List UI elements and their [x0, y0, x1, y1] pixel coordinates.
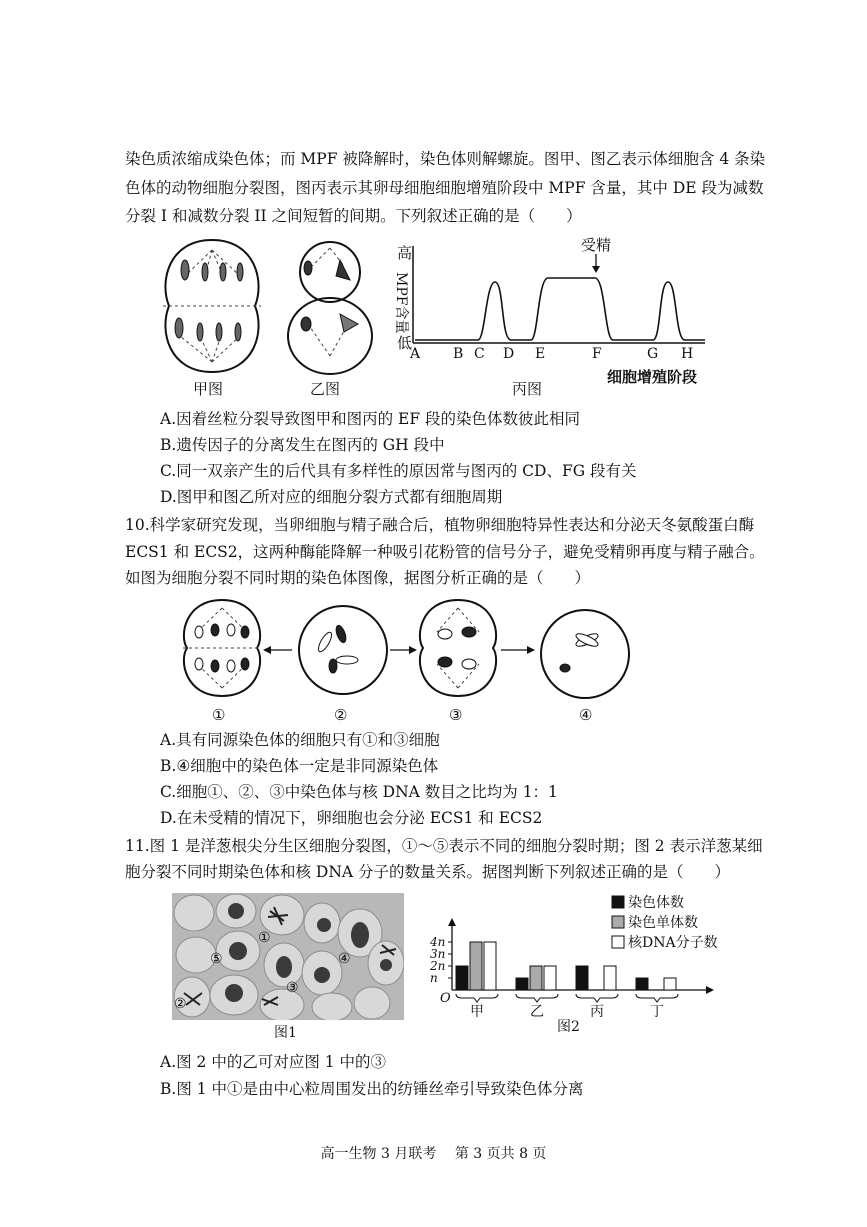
x-tick-e: E	[535, 346, 546, 362]
bar	[484, 942, 496, 990]
y-tick-label: 2n	[430, 959, 446, 973]
x-tick-g: G	[647, 346, 659, 362]
x-axis-label: 细胞增殖阶段	[607, 368, 698, 386]
photo-label-2: ②	[174, 996, 187, 1012]
q9-option-d: D.图甲和图乙所对应的细胞分裂方式都有细胞周期	[160, 488, 503, 506]
category-brace	[456, 994, 498, 1002]
category-brace	[516, 994, 558, 1002]
x-tick-b: B	[453, 346, 464, 362]
q9-option-b: B.遗传因子的分离发生在图丙的 GH 段中	[160, 436, 445, 454]
category-label: 丁	[650, 1004, 664, 1020]
legend-swatch	[612, 916, 624, 928]
y-axis-label: MPF含量	[393, 272, 409, 334]
mpf-line-chart	[383, 232, 728, 392]
q10-label-4: ④	[579, 706, 593, 724]
bar-origin-label: O	[440, 991, 451, 1006]
x-tick-h: H	[681, 346, 694, 362]
mpf-curve	[415, 278, 705, 340]
q11-option-a: A.图 2 中的乙可对应图 1 中的③	[160, 1053, 387, 1071]
q10-cell-diagram	[175, 598, 635, 703]
fertilization-arrowhead	[592, 266, 600, 273]
photo-label-4: ④	[338, 951, 351, 967]
photo-label-3: ③	[286, 980, 299, 996]
legend-swatch	[612, 936, 624, 948]
q10-line-3: 如图为细胞分裂不同时期的染色体图像，据图分析正确的是（ ）	[125, 569, 591, 587]
bar	[576, 966, 588, 990]
q10-label-2: ②	[334, 706, 348, 724]
bar	[456, 966, 468, 990]
cell-yi-diagram	[278, 236, 378, 376]
q9-line-2: 色体的动物细胞分裂图，图丙表示其卵母细胞细胞增殖阶段中 MPF 含量，其中 DE 段为减数	[125, 179, 764, 197]
bar	[664, 978, 676, 990]
q10-option-d: D.在未受精的情况下，卵细胞也会分泌 ECS1 和 ECS2	[160, 809, 543, 827]
legend-label: 染色单体数	[628, 915, 698, 931]
q10-line-2: ECS1 和 ECS2，这两种酶能降解一种吸引花粉管的信号分子，避免受精卵再度与精子融合。	[125, 543, 765, 561]
page-footer: 高一生物 3 月联考 第 3 页共 8 页	[320, 1146, 547, 1162]
x-tick-f: F	[592, 346, 602, 362]
bar	[530, 966, 542, 990]
bar-x-arrowhead	[706, 986, 714, 994]
q9-line-3: 分裂 I 和减数分裂 II 之间短暂的间期。下列叙述正确的是（ ）	[125, 207, 582, 225]
category-label: 乙	[530, 1004, 544, 1020]
category-label: 甲	[470, 1004, 484, 1020]
q9-line-1: 染色质浓缩成染色体；而 MPF 被降解时，染色体则解螺旋。图甲、图乙表示体细胞含 4 条染	[125, 150, 766, 168]
x-tick-c: C	[474, 346, 485, 362]
bar	[470, 942, 482, 990]
category-brace	[636, 994, 678, 1002]
q10-option-a: A.具有同源染色体的细胞只有①和③细胞	[160, 731, 440, 749]
bar	[544, 966, 556, 990]
bar	[516, 978, 528, 990]
y-tick-label: 3n	[430, 947, 446, 961]
y-high-label: 高	[397, 244, 413, 262]
fig1-caption: 图1	[274, 1025, 297, 1041]
q10-option-b: B.④细胞中的染色体一定是非同源染色体	[160, 757, 439, 775]
q9-option-a: A.因着丝粒分裂导致图甲和图丙的 EF 段的染色体数彼此相同	[160, 410, 581, 428]
x-tick-a: A	[410, 346, 421, 362]
category-label: 丙	[590, 1004, 604, 1020]
photo-label-5: ⑤	[210, 951, 223, 967]
q11-line-1: 11.图 1 是洋葱根尖分生区细胞分裂图，①～⑤表示不同的细胞分裂时期；图 2 表示洋葱某细	[125, 837, 763, 855]
legend-label: 核DNA分子数	[628, 935, 718, 951]
q9-option-c: C.同一双亲产生的后代具有多样性的原因常与图丙的 CD、FG 段有关	[160, 462, 637, 480]
category-brace	[576, 994, 618, 1002]
fig-yi-caption: 乙图	[310, 380, 341, 398]
legend-label: 染色体数	[628, 895, 684, 911]
fig-bing-caption: 丙图	[512, 380, 543, 398]
y-tick-label: n	[430, 971, 438, 985]
q10-label-1: ①	[212, 706, 226, 724]
q10-line-1: 10.科学家研究发现，当卵细胞与精子融合后，植物卵细胞特异性表达和分泌天冬氨酸蛋白酶	[125, 516, 755, 534]
fig2-caption: 图2	[557, 1019, 580, 1035]
q10-label-3: ③	[449, 706, 463, 724]
fig-jia-caption: 甲图	[193, 380, 224, 398]
q11-line-2: 胞分裂不同时期染色体和核 DNA 分子的数量关系。据图判断下列叙述正确的是（ ）	[125, 863, 731, 881]
bar-y-arrowhead	[448, 918, 456, 926]
bar	[636, 978, 648, 990]
legend-swatch	[612, 896, 624, 908]
q11-option-b: B.图 1 中①是由中心粒周围发出的纺锤丝牵引导致染色体分离	[160, 1080, 584, 1098]
bar	[604, 966, 616, 990]
photo-label-1: ①	[258, 930, 271, 946]
onion-root-micrograph	[172, 893, 404, 1020]
y-low-label: 低	[397, 334, 413, 352]
cell-jia-diagram	[155, 236, 270, 376]
x-tick-d: D	[503, 346, 515, 362]
y-tick-label: 4n	[430, 935, 446, 949]
fertilization-label: 受精	[581, 236, 612, 254]
q10-option-c: C.细胞①、②、③中染色体与核 DNA 数目之比均为 1：1	[160, 783, 558, 801]
